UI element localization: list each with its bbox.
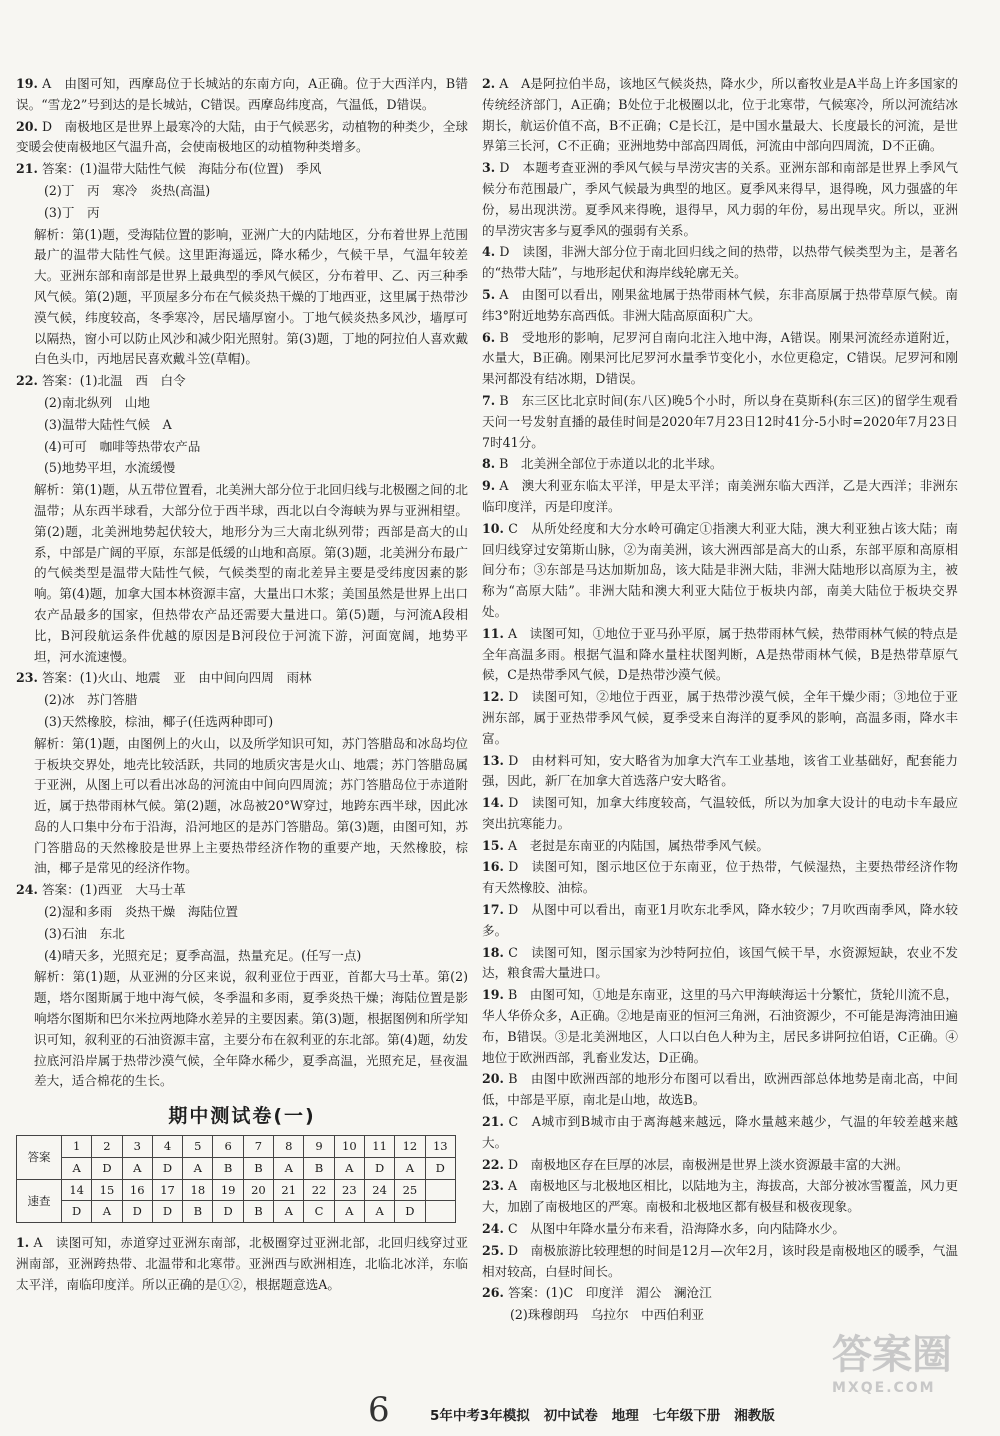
answer-item (482, 158, 958, 241)
footer-grade: 七年级下册 (652, 1408, 721, 1424)
answer-table-cell: 2 (92, 1136, 122, 1158)
answer-item (482, 1283, 958, 1304)
answer-item (482, 328, 958, 390)
answer-item (482, 624, 958, 686)
item-number: 14. (482, 795, 504, 811)
item-text: C 从图中年降水量分布来看，沿海降水多，向内陆降水少。 (507, 1221, 846, 1237)
item-text: 答案：(1)西亚 大马士革 (41, 882, 186, 898)
item-text: B 东三区比北京时间(东八区)晚5个小时，所以身在莫斯科(东三区)的留学生观看天问一号发射直播的最佳时间是2020年7月23日12时41分-5小时=2020年7月23日7时41分。 (482, 392, 958, 450)
item-number: 11. (482, 625, 504, 641)
item-text: 答案：(1)火山、地震 亚 由中间向四周 雨林 (41, 670, 312, 686)
answer-item (482, 1069, 958, 1111)
answer-table-cell: B (213, 1157, 243, 1179)
answer-table-cell: 18 (183, 1179, 213, 1201)
answer-subline: (2)丁 丙 寒冷 炎热(高温) (44, 182, 211, 198)
answer-table-cell: B (243, 1201, 273, 1223)
answer-item (482, 476, 958, 518)
item-text: A 老挝是东南亚的内陆国，属热带季风气候。 (507, 837, 769, 853)
answer-item (482, 836, 958, 857)
answer-table-label: 速查 (17, 1179, 62, 1223)
answer-item (16, 117, 468, 159)
item-number: 16. (482, 859, 504, 875)
answer-table-row (17, 1201, 456, 1223)
answer-table-row (17, 1136, 456, 1158)
analysis-paragraph: 解析：第(1)题，从五带位置看，北美洲大部分位于北回归线与北极圈之间的北温带；从东西半球看，大部分位于西半球，西北以白令海峡为界与亚洲相望。第(2)题，北美洲地势起伏较大，地形分为三大南北纵列带；西部是高大的山系，中部是广阔的平原，东部是低缓的山地和高原。第(3)题，北美洲分布最广的气候类型是温带大陆性气候，气候类型的南北差异主要是受纬度因素的影响。第(4)题，加拿大国本林资源丰富，大量出口木浆；美国虽然是世界上出口农产品最多的国家，但热带农产品还需要大量进口。第(5)题，与河流A段相比，B河段航运条件优越的原因是B河段位于河流下游，河面宽阔，地势平坦，河水流速慢。 (34, 482, 468, 664)
answer-subline: (2)南北纵列 山地 (44, 394, 150, 410)
footer-type: 初中试卷 (543, 1408, 598, 1424)
item-text: 答案：(1)C 印度洋 湄公 澜沧江 (507, 1285, 712, 1301)
answer-subline: (3)石油 东北 (44, 925, 125, 941)
answer-table-cell (425, 1201, 455, 1223)
answer-subline: (2)珠穆朗玛 乌拉尔 中西伯利亚 (510, 1307, 705, 1323)
answer-table-cell: 21 (274, 1179, 304, 1201)
answer-item (482, 1112, 958, 1154)
item-number: 20. (482, 1071, 504, 1087)
answer-subline: (2)湿和多雨 炎热干燥 海陆位置 (44, 904, 239, 920)
answer-subline: (3)天然橡胶，棕油，椰子(任选两种即可) (44, 713, 274, 729)
answer-table-cell: D (62, 1201, 92, 1223)
item-text: D 南极地区存在巨厚的冰层，南极洲是世界上淡水资源最丰富的大洲。 (507, 1156, 909, 1172)
answer-table-cell: 14 (62, 1179, 92, 1201)
analysis-paragraph: 解析：第(1)题，受海陆位置的影响，亚洲广大的内陆地区，分布着世界上范围最广的温带大陆性气候。这里距海遥远，降水稀少，气候干旱，气温年较差大。亚洲东部和南部是世界上最典型的季风气候区，分布着甲、乙、丙三种季风气候。第(2)题，平顶屋多分布在气候炎热干燥的丁地西亚，这里属于热带沙漠气候，纬度较高，冬季寒冷，居民墙厚窗小。丁地气候炎热多风沙，墙厚可以隔热，窗小可以防止风沙和减少阳光照射。第(3)题，丁地的阿拉伯人喜欢戴白色头巾，丙地居民喜欢戴斗笠(草帽)。 (34, 226, 468, 367)
answer-table-cell: A (364, 1201, 394, 1223)
answer-table-cell: D (425, 1157, 455, 1179)
answer-table-cell: 8 (274, 1136, 304, 1158)
item-text: A 由图可知，西摩岛位于长城站的东南方向，A正确。位于大西洋内，B错误。“雪龙2”号到达的是长城站，C错误。西摩岛纬度高，气温低，D错误。 (16, 76, 468, 112)
item-number: 17. (482, 902, 504, 918)
answer-item (482, 1176, 958, 1218)
item-text: A 南极地区与北极地区相比，以陆地为主，海拔高，大部分被冰雪覆盖，风力更大，加剧了南极地区的严寒。南极和北极地区都有极昼和极夜现象。 (482, 1178, 958, 1215)
answer-table-cell: 16 (122, 1179, 152, 1201)
answer-table-cell: A (395, 1157, 425, 1179)
answer-subline: (5)地势平坦，水流缓慢 (44, 460, 176, 476)
answer-table-cell: A (92, 1201, 122, 1223)
item-text: D 南极地区是世界上最寒冷的大陆，由于气候恶劣，动植物的种类少，全球变暖会使南极地区气温升高，会使南极地区的动植物种类增多。 (16, 118, 468, 155)
answer-table-cell: A (274, 1157, 304, 1179)
answer-table-cell: D (152, 1201, 182, 1223)
answer-table-cell: D (395, 1201, 425, 1223)
item-number: 5. (482, 286, 496, 302)
item-number: 23. (482, 1178, 504, 1194)
answer-table-cell: C (304, 1201, 334, 1223)
answer-table-cell: 24 (364, 1179, 394, 1201)
answer-table-cell: 3 (122, 1136, 152, 1158)
answer-table-cell: 7 (243, 1136, 273, 1158)
item-number: 9. (482, 478, 496, 494)
answer-table-cell: 23 (334, 1179, 364, 1201)
answer-table-cell: 1 (62, 1136, 92, 1158)
answer-item (482, 285, 958, 327)
item-text: D 读图可知，加拿大纬度较高，气温较低，所以为加拿大设计的电动卡车最应突出抗寒能力。 (482, 795, 958, 831)
item-text: D 南极旅游比较理想的时间是12月—次年2月，该时段是南极地区的暖季，气温相对较高，白昼时间长。 (482, 1242, 958, 1279)
answer-table-cell: 4 (152, 1136, 182, 1158)
item-number: 13. (482, 752, 504, 768)
item-text: B 由图中欧洲西部的地形分布图可以看出，欧洲西部总体地势是南北高，中间低，中部是平原，南北是山地，故选B。 (482, 1071, 958, 1108)
analysis-paragraph: 解析：第(1)题，从亚洲的分区来说，叙利亚位于西亚，首都大马士革。第(2)题，塔尔图斯属于地中海气候，冬季温和多雨，夏季炎热干燥；海陆位置是影响塔尔图斯和巴尔米拉两地降水差异的主要因素。第(3)题，根据图例和所学知识可知，叙利亚的石油资源丰富，主要分布在叙利亚的东北部。第(4)题，幼发拉底河沿岸属于热带沙漠气候，全年降水稀少，夏季高温，光照充足，昼夜温差大，适合棉花的生长。 (34, 969, 468, 1089)
item-text: D 读图可知，图示地区位于东南亚，位于热带，气候湿热，主要热带经济作物有天然橡胶、油棕。 (482, 859, 958, 896)
item-text: A 澳大利亚东临太平洋，甲是太平洋；南美洲东临大西洋，乙是大西洋；非洲东临印度洋，丙是印度洋。 (482, 478, 958, 514)
item-number: 15. (482, 837, 504, 853)
item-text: A 由图可以看出，刚果盆地属于热带雨林气候，东非高原属于热带草原气候。南纬3°附近地势东高西低。非洲大陆高原面积广大。 (482, 286, 958, 323)
item-text: C 从所处经度和大分水岭可确定①指澳大利亚大陆，澳大利亚独占该大陆；南回归线穿过安第斯山脉，②为南美洲，该大洲西部是高大的山系，东部平原和高原相间分布；③东部是马达加斯加岛，该大陆是非洲大陆，非洲大陆地形以高原为主，被称为“高原大陆”。非洲大陆和澳大利亚大陆位于板块内部，南美大陆位于板块交界处。 (482, 520, 958, 619)
item-text: A 读图可知，赤道穿过亚洲东南部，北极圈穿过亚洲北部，北回归线穿过亚洲南部，亚洲跨热带、北温带和北寒带。亚洲西与欧洲相连，北临北冰洋，东临太平洋，南临印度洋。所以正确的是①②，根据题意选A。 (16, 1235, 468, 1292)
answer-subline: (4)可可 咖啡等热带农产品 (44, 438, 201, 454)
item-number: 24. (16, 882, 38, 898)
answer-table-cell: D (152, 1157, 182, 1179)
answer-item (482, 1241, 958, 1283)
analysis-paragraph: 解析：第(1)题，由图例上的火山，以及所学知识可知，苏门答腊岛和冰岛均位于板块交界处，地壳比较活跃，共同的地质灾害是火山、地震；苏门答腊岛属于亚洲，从图上可以看出冰岛的河流由中间向四周流；苏门答腊岛位于赤道附近，属于热带雨林气候。第(2)题，冰岛被20°W穿过，地跨东西半球，因此冰岛的人口集中分布于沿海，沿河地区的是苏门答腊岛。第(3)题，由图可知，苏门答腊岛的天然橡胶是世界上主要热带经济作物的重要产地，天然橡胶，棕油，椰子是常见的经济作物。 (34, 735, 468, 876)
item-number: 24. (482, 1221, 504, 1237)
item-number: 21. (482, 1114, 504, 1130)
answer-table-cell: 9 (304, 1136, 334, 1158)
item-text: A 读图可知，①地位于亚马孙平原，属于热带雨林气候，热带雨林气候的特点是全年高温多雨。根据气温和降水量柱状图判断，A是热带雨林气候，B是热带草原气候，C是热带季风气候，D是热带沙漠气候。 (482, 625, 958, 683)
answer-item (16, 1233, 468, 1295)
item-number: 2. (482, 76, 496, 91)
item-text: C 读图可知，图示国家为沙特阿拉伯，该国气候干旱，水资源短缺，农业不发达，粮食需大量进口。 (482, 944, 958, 981)
item-number: 18. (482, 944, 504, 960)
answer-item (482, 1155, 958, 1176)
section-title: 期中测试卷(一) (168, 1105, 316, 1128)
answer-table-cell: 25 (395, 1179, 425, 1201)
answer-table-cell: 20 (243, 1179, 273, 1201)
item-number: 20. (16, 118, 38, 134)
item-text: 答案：(1)北温 西 白令 (41, 373, 186, 389)
answer-table-cell: A (334, 1157, 364, 1179)
item-number: 7. (482, 392, 496, 408)
item-text: D 从图中可以看出，南亚1月吹东北季风，降水较少；7月吹西南季风，降水较多。 (482, 902, 958, 938)
footer-subject: 地理 (611, 1408, 639, 1424)
item-number: 26. (482, 1285, 504, 1301)
item-number: 19. (16, 76, 38, 91)
answer-item (482, 900, 958, 942)
answer-table-cell (425, 1179, 455, 1201)
item-text: D 读图，非洲大部分位于南北回归线之间的热带，以热带气候类型为主，是著名的“热带大陆”，与地形起伏和海岸线轮廓无关。 (482, 244, 958, 281)
page-number: 6 (368, 1390, 390, 1430)
item-number: 21. (16, 161, 38, 177)
answer-table-cell: A (62, 1157, 92, 1179)
answer-table-cell: 13 (425, 1136, 455, 1158)
answer-table (16, 1135, 456, 1223)
answer-table-cell: D (213, 1201, 243, 1223)
answer-table-cell: A (183, 1157, 213, 1179)
answer-item (16, 880, 468, 901)
item-number: 23. (16, 670, 38, 686)
answer-table-cell: D (364, 1157, 394, 1179)
item-text: B 受地形的影响，尼罗河自南向北注入地中海，A错误。刚果河流经赤道附近，水量大，B正确。刚果河比尼罗河水量季节变化小，水位更稳定，C错误。尼罗河和刚果河都没有结冰期，D错误。 (482, 329, 958, 387)
answer-table-cell: 22 (304, 1179, 334, 1201)
answer-table-cell: B (243, 1157, 273, 1179)
item-number: 1. (16, 1235, 30, 1251)
item-number: 10. (482, 520, 504, 536)
item-text: 答案：(1)温带大陆性气候 海陆分布(位置) 季风 (41, 161, 322, 177)
item-number: 12. (482, 689, 504, 705)
left-column (16, 74, 468, 1297)
right-column (482, 74, 958, 1327)
answer-item (482, 985, 958, 1068)
answer-item (482, 454, 958, 475)
answer-table-cell: B (183, 1201, 213, 1223)
answer-item (482, 519, 958, 623)
item-text: D 由材料可知，安大略省为加拿大汽车工业基地，该省工业基础好，配套能力强，因此，新厂在加拿大首选落户安大略省。 (482, 752, 958, 789)
item-number: 8. (482, 456, 496, 472)
answer-table-cell: 12 (395, 1136, 425, 1158)
answer-table-label: 答案 (17, 1136, 62, 1180)
answer-item (482, 74, 958, 157)
answer-item (16, 371, 468, 392)
answer-table-cell: 11 (364, 1136, 394, 1158)
answer-item (16, 159, 468, 180)
answer-table-cell: D (92, 1157, 122, 1179)
item-text: B 北美洲全部位于赤道以北的北半球。 (499, 456, 723, 472)
answer-subline: (4)晴天多，光照充足；夏季高温，热量充足。(任写一点) (44, 947, 362, 963)
item-text: A A是阿拉伯半岛，该地区气候炎热，降水少，所以畜牧业是A半岛上许多国家的传统经济部门，A正确；B处位于北极圈以北，位于北寒带，气候寒冷，所以河流结冰期长，航运价值不高，B不正确；C是长江，是中国水量最大、长度最长的河流，是世界第三长河，C不正确；亚洲地势中部高四周低，河流由中部向四周流，D不正确。 (482, 76, 958, 154)
item-number: 3. (482, 160, 496, 176)
answer-item (16, 668, 468, 689)
item-number: 19. (482, 987, 504, 1003)
answer-table-cell: 15 (92, 1179, 122, 1201)
answer-table-cell: A (274, 1201, 304, 1223)
answer-table-cell: 17 (152, 1179, 182, 1201)
footer-series: 5年中考3年模拟 (430, 1408, 530, 1424)
answer-item (482, 1219, 958, 1240)
answer-table-cell: A (334, 1201, 364, 1223)
answer-table-cell: 6 (213, 1136, 243, 1158)
item-number: 25. (482, 1242, 504, 1258)
answer-item (482, 751, 958, 793)
answer-item (482, 793, 958, 835)
answer-table-row (17, 1179, 456, 1201)
answer-item (482, 242, 958, 284)
watermark-logo-text: 答案圈 (832, 1332, 952, 1378)
answer-table-cell: D (122, 1201, 152, 1223)
item-number: 22. (16, 373, 38, 389)
answer-table-cell: 10 (334, 1136, 364, 1158)
answer-item (482, 943, 958, 985)
item-text: D 读图可知，②地位于西亚，属于热带沙漠气候，全年干燥少雨；③地位于亚洲东部，属于亚热带季风气候，夏季受来自海洋的夏季风的影响，高温多雨，降水丰富。 (482, 689, 958, 746)
item-text: B 由图可知，①地是东南亚，这里的马六甲海峡海运十分繁忙，货轮川流不息，华人华侨众多，A正确。②地是南亚的恒河三角洲，石油资源少，不可能是海湾油田遍布，B错误。③是北美洲地区，人口以白色人种为主，居民多讲阿拉伯语，C正确。④地位于欧洲西部，乳畜业发达，D正确。 (482, 987, 958, 1065)
item-text: C A城市到B城市由于离海越来越远，降水量越来越少，气温的年较差越来越大。 (482, 1114, 958, 1150)
item-number: 22. (482, 1156, 504, 1172)
answer-item (482, 857, 958, 899)
answer-subline: (3)丁 丙 (44, 204, 100, 220)
item-number: 4. (482, 244, 496, 260)
answer-item (482, 687, 958, 749)
watermark-site-text: MXQE.COM (832, 1380, 936, 1396)
answer-item (16, 74, 468, 116)
watermark-logo (832, 1330, 982, 1425)
answer-item (482, 391, 958, 453)
item-number: 6. (482, 329, 496, 345)
answer-table-cell: 5 (183, 1136, 213, 1158)
answer-table-row (17, 1157, 456, 1179)
answer-table-cell: 19 (213, 1179, 243, 1201)
footer-edition: 湘教版 (734, 1408, 775, 1424)
item-text: D 本题考查亚洲的季风气候与旱涝灾害的关系。亚洲东部和南部是世界上季风气候分布范围最广，季风气候最为典型的地区。夏季风来得早，退得晚，风力强盛的年份，易出现洪涝。夏季风来得晚，退得早，风力弱的年份，易出现旱灾。所以，亚洲的旱涝灾害多与夏季风的强弱有关系。 (482, 160, 958, 238)
answer-table-cell: B (304, 1157, 334, 1179)
answer-subline: (2)冰 苏门答腊 (44, 692, 138, 708)
answer-table-cell: A (122, 1157, 152, 1179)
answer-subline: (3)温带大陆性气候 A (44, 416, 172, 432)
